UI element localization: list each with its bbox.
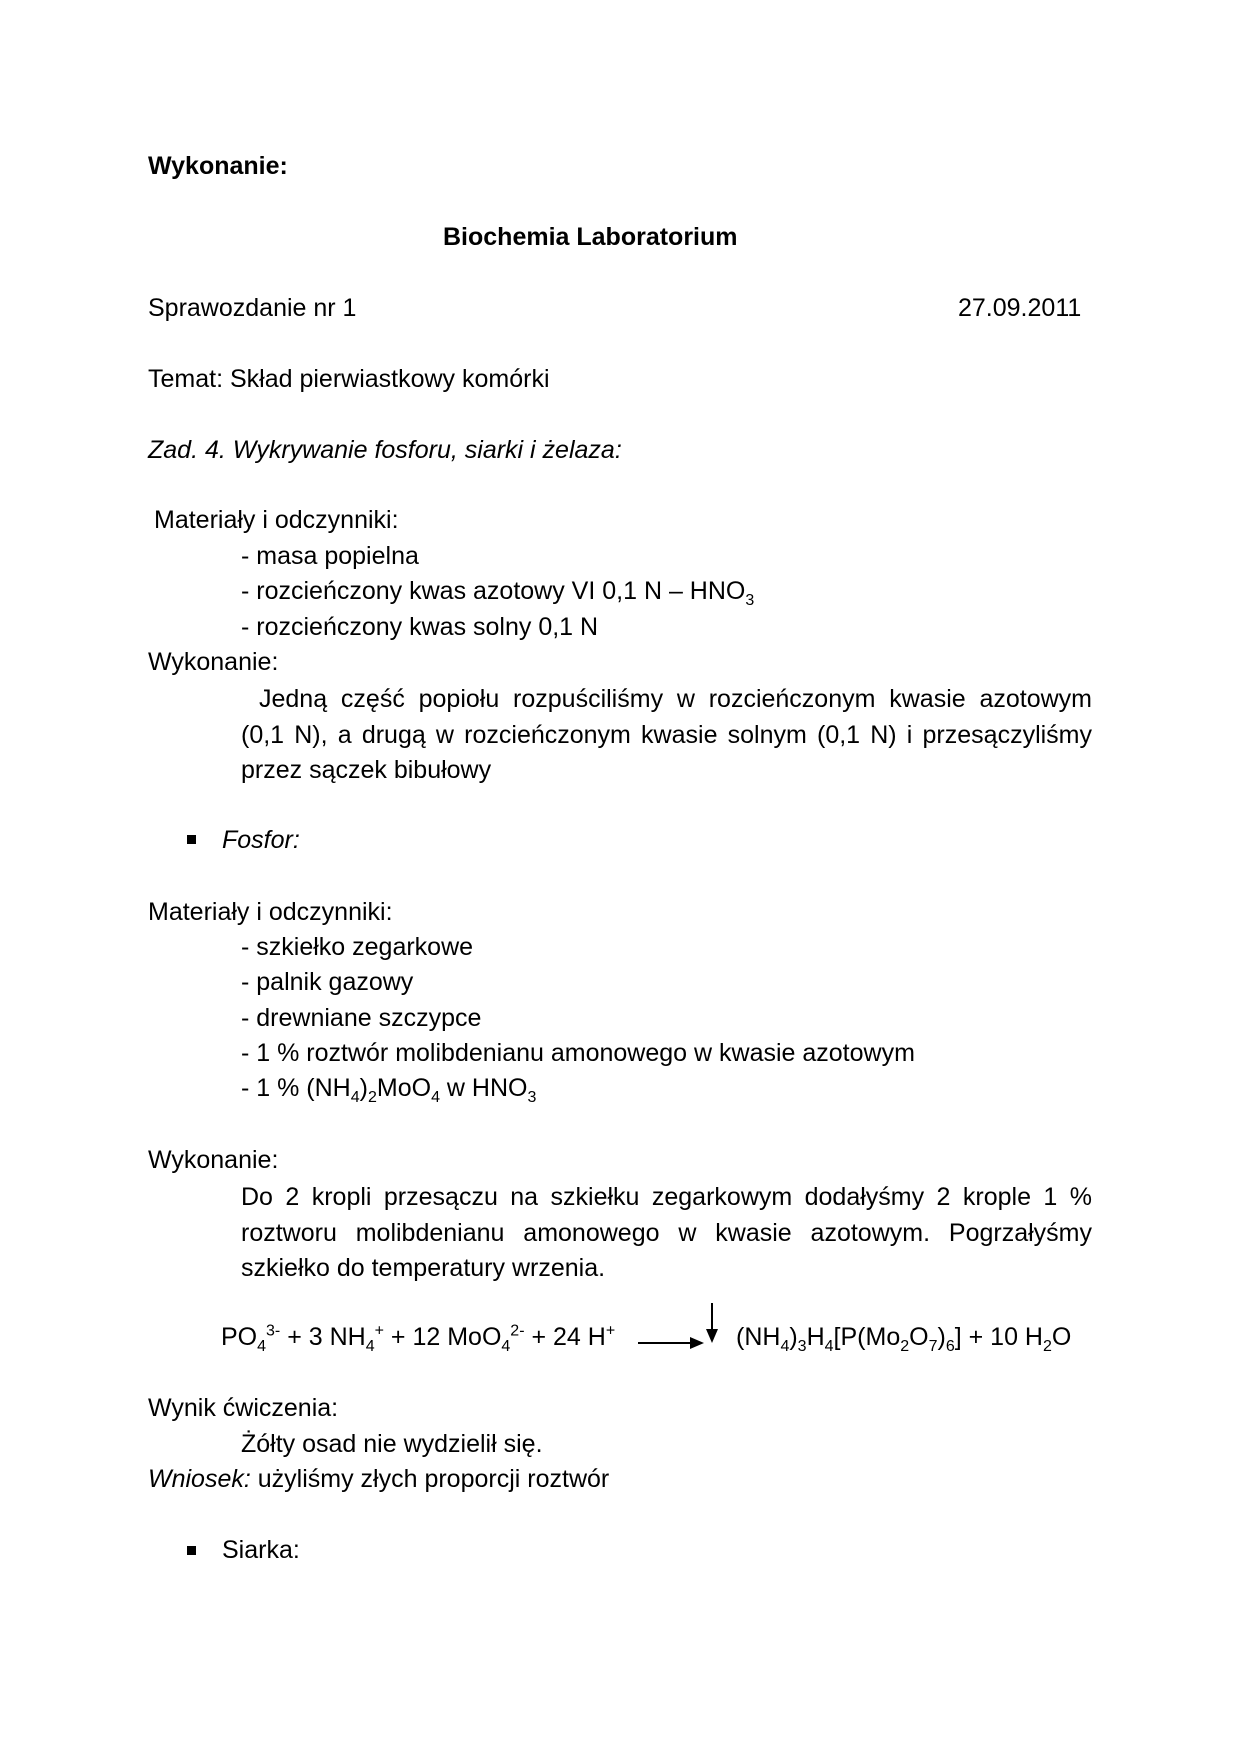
document-title: Biochemia Laboratorium: [443, 223, 738, 251]
phosphorus-procedure-label: Wykonanie:: [148, 1146, 279, 1174]
task-heading: Zad. 4. Wykrywanie fosforu, siarki i żelaza:: [148, 436, 622, 464]
task-material-item: - rozcieńczony kwas azotowy VI 0,1 N – $HNO_3$: [241, 577, 755, 609]
top-label: Wykonanie:: [148, 152, 288, 180]
phosphorus-material-item: - drewniane szczypce: [241, 1004, 482, 1032]
bullet-icon: [187, 1546, 196, 1555]
task-material-item: - rozcieńczony kwas solny 0,1 N: [241, 613, 599, 641]
phosphorus-material-item: - palnik gazowy: [241, 968, 414, 996]
conclusion: [148, 1464, 609, 1494]
reaction-arrow-icon: [638, 1330, 704, 1352]
phosphorus-materials-label: Materiały i odczynniki:: [148, 898, 393, 926]
equation-reactants: $PO_4^{3-} + 3$ $NH_4^+ + 12$ MoO$_4^{2-}$ + 24 H+: [221, 1322, 616, 1355]
result-text: Żółty osad nie wydzielił się.: [241, 1430, 543, 1458]
equation-products: $(NH_4)_3H_4[P(Mo_2O_7)_6] + 10$ $H_2O$: [736, 1323, 1072, 1355]
bullet-icon: [187, 835, 196, 844]
task-procedure-text: Jedną część popiołu rozpuściliśmy w rozcieńczonym kwasie azotowym (0,1 N), a drugą w rozcieńczonym kwasie solnym (0,1 N) i przesączyliśmy przez sączek bibułowy: [241, 685, 1092, 784]
task-procedure-label: Wykonanie:: [148, 648, 279, 676]
result-label: Wynik ćwiczenia:: [148, 1394, 339, 1422]
report-topic: Temat: Skład pierwiastkowy komórki: [148, 365, 550, 393]
phosphorus-material-item: - szkiełko zegarkowe: [241, 933, 474, 961]
phosphorus-material-formula: - 1 % $(NH_4)_2MoO_4$ w $HNO_3$: [241, 1074, 537, 1106]
phosphorus-procedure-text: Do 2 kropli przesączu na szkiełku zegarkowym dodałyśmy 2 krople 1 % roztworu molibdenianu amonowego w kwasie azotowym. Pogrzałyśmy szkiełko do temperatury wrzenia.: [241, 1183, 1092, 1282]
conclusion-label: Wniosek:: [148, 1465, 251, 1493]
sulfur-heading: Siarka:: [222, 1536, 300, 1564]
task-materials-label: Materiały i odczynniki:: [154, 506, 399, 534]
phosphorus-material-item: - 1 % roztwór molibdenianu amonowego w kwasie azotowym: [241, 1039, 915, 1067]
report-number: Sprawozdanie nr 1: [148, 294, 357, 322]
task-material-item: - masa popielna: [241, 542, 419, 570]
conclusion-text: użyliśmy złych proporcji roztwór: [250, 1465, 610, 1493]
phosphorus-heading: Fosfor:: [222, 826, 300, 854]
precipitate-arrow-icon: [704, 1303, 720, 1343]
report-date: 27.09.2011: [958, 294, 1082, 322]
